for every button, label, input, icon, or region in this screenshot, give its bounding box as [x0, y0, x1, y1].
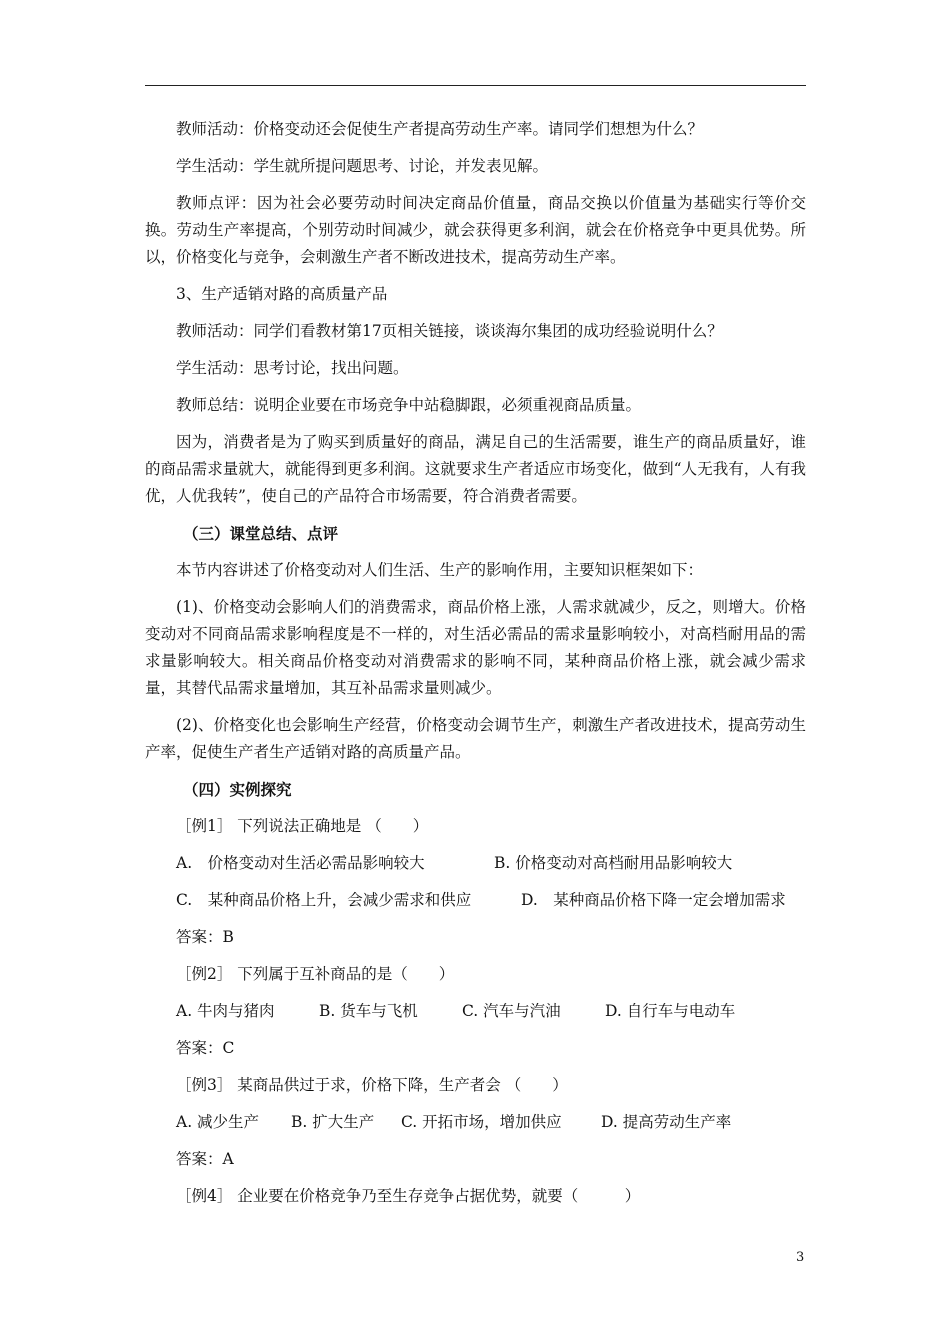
option: D. 某种商品价格下降一定会增加需求 [521, 891, 786, 909]
option-row [145, 998, 806, 1025]
section-heading: （四）实例探究 [183, 780, 292, 799]
paragraph: 教师总结：说明企业要在市场竞争中站稳脚跟，必须重视商品质量。 [176, 396, 642, 414]
option: A. 牛肉与猪肉 [176, 1002, 275, 1020]
answer: 答案：C [176, 1039, 235, 1057]
option: A. 减少生产 [176, 1113, 260, 1131]
option: D. 自行车与电动车 [605, 1002, 736, 1020]
option: B. 货车与飞机 [319, 1002, 418, 1020]
example-question: ［例2］ 下列属于互补商品的是（ ） [176, 965, 455, 983]
option-row [145, 850, 806, 877]
option: A. 价格变动对生活必需品影响较大 [176, 854, 425, 872]
option: B. 扩大生产 [291, 1113, 375, 1131]
document-body [145, 116, 806, 1210]
option-row [145, 887, 806, 914]
option: C. 某种商品价格上升，会减少需求和供应 [176, 891, 472, 909]
page-number: 3 [796, 1250, 805, 1265]
paragraph: 学生活动：学生就所提问题思考、讨论，并发表见解。 [176, 157, 549, 175]
option: C. 开拓市场，增加供应 [401, 1113, 562, 1131]
option: B. 价格变动对高档耐用品影响较大 [494, 854, 733, 872]
paragraph: (2)、价格变化也会影响生产经营，价格变动会调节生产，刺激生产者改进技术，提高劳动生产率，促使生产者生产适销对路的高质量产品。 [145, 716, 806, 761]
option-row [145, 1109, 806, 1136]
answer: 答案：B [176, 928, 234, 946]
header-rule [145, 85, 806, 86]
paragraph: 本节内容讲述了价格变动对人们生活、生产的影响作用，主要知识框架如下： [176, 561, 704, 579]
option: C. 汽车与汽油 [462, 1002, 561, 1020]
paragraph: 教师活动：同学们看教材第17页相关链接，谈谈海尔集团的成功经验说明什么？ [176, 322, 723, 340]
section-heading: （三）课堂总结、点评 [183, 524, 339, 543]
answer: 答案：A [176, 1150, 234, 1168]
example-question: ［例4］ 企业要在价格竞争乃至生存竞争占据优势，就要（ ） [176, 1187, 641, 1205]
paragraph: (1)、价格变动会影响人们的消费需求，商品价格上涨，人需求就减少，反之，则增大。价格变动对不同商品需求影响程度是不一样的，对生活必需品的需求量影响较小，对高档耐用品的需求量影响较大。相关商品价格变动对消费需求的影响不同，某种商品价格上涨，就会减少需求量，其替代品需求量增加，其互补品需求量则减少。 [145, 598, 806, 697]
paragraph: 教师点评：因为社会必要劳动时间决定商品价值量，商品交换以价值量为基础实行等价交换。劳动生产率提高，个别劳动时间减少，就会获得更多利润，就会在价格竞争中更具优势。所以，价格变化与竞争，会刺激生产者不断改进技术，提高劳动生产率。 [145, 194, 806, 266]
option: D. 提高劳动生产率 [601, 1113, 732, 1131]
paragraph: 学生活动：思考讨论，找出问题。 [176, 359, 409, 377]
example-question: ［例1］ 下列说法正确地是 （ ） [176, 817, 429, 835]
paragraph: 教师活动：价格变动还会促使生产者提高劳动生产率。请同学们想想为什么？ [176, 120, 704, 138]
subheading: 3、生产适销对路的高质量产品 [176, 285, 388, 303]
paragraph: 因为，消费者是为了购买到质量好的商品，满足自己的生活需要，谁生产的商品质量好，谁的商品需求量就大，就能得到更多利润。这就要求生产者适应市场变化，做到“人无我有，人有我优，人优我转”，使自己的产品符合市场需要，符合消费者需要。 [145, 433, 806, 505]
example-question: ［例3］ 某商品供过于求，价格下降，生产者会 （ ） [176, 1076, 568, 1094]
